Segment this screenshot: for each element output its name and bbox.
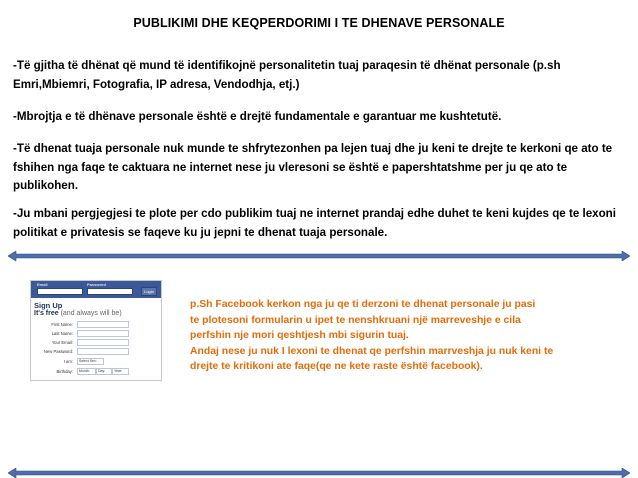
paragraph-fundamental-right: -Mbrojtja e të dhënave personale është e drejtë fundamentale e garantuar me kushtetutë. — [13, 110, 502, 123]
birthday-month-select: Month: — [77, 368, 96, 375]
sex-select: Select Sex: — [77, 358, 104, 365]
sex-label: I am: — [63, 359, 73, 364]
field-label: Your Email: — [51, 340, 73, 345]
email-label: Email — [37, 282, 48, 287]
caption-line: te plotesoni formularin u ipet te nenshkruani një marreveshje e cila — [190, 314, 521, 326]
field-input — [77, 330, 129, 337]
form-row-first-name — [33, 321, 159, 329]
paragraph-personal-data-definition: -Të gjitha të dhënat që mund të identifikojnë personalitetin tuaj paraqesin të dhënat personale (p.sh Emri,Mbiemri, Fotografia, IP adresa, Vendodhja, etj.) — [13, 59, 561, 91]
facebook-header-bar — [31, 281, 161, 298]
signup-tagline — [34, 310, 122, 317]
field-input — [77, 348, 129, 355]
tagline-paren: (and always will be) — [60, 310, 122, 317]
password-input — [87, 288, 133, 295]
caption-line: perfshin nje mori qeshtjesh mbi sigurin tuaj. — [190, 330, 409, 341]
login-button: Login — [141, 287, 157, 296]
form-row-birthday — [33, 368, 159, 376]
paragraph-consent-deletion: -Të dhenat tuaja personale nuk munde te shfrytezonhen pa lejen tuaj dhe ju keni te drejte te kerkoni qe ato te fshihen nga faqe te caktuara ne internet nese ju vleresoni se është e papershtatshme per ju qe ato te publikohen. — [13, 142, 613, 192]
birthday-year-select: Year: — [112, 368, 129, 375]
form-row-email — [33, 339, 159, 347]
form-row-last-name — [33, 330, 159, 338]
tagline-main: It's free — [34, 310, 61, 317]
field-label: Last Name: — [51, 331, 73, 336]
field-input — [77, 339, 129, 346]
paragraph-responsibility: -Ju mbani pergjegjesi te plote per cdo publikim tuaj ne internet prandaj edhe duhet te keni kujdes qe te lexoni politikat e privatesis se faqeve ku ju jepni te dhenat tuaja personale. — [13, 207, 616, 239]
form-row-password — [33, 348, 159, 356]
caption-line: Andaj nese ju nuk I lexoni te dhenat qe perfshin marrveshja ju nuk keni te — [190, 345, 554, 357]
field-label: First Name: — [51, 322, 73, 327]
double-arrow-divider-top — [8, 251, 630, 261]
birthday-label: Birthday: — [56, 369, 73, 374]
caption-line: drejte te kritikoni ate faqe(qe ne kete raste është facebook). — [190, 361, 483, 372]
facebook-example-caption — [190, 297, 610, 375]
field-label: New Password: — [43, 349, 73, 354]
field-input — [77, 321, 129, 328]
birthday-day-select: Day: — [96, 368, 112, 375]
form-row-sex — [33, 358, 159, 366]
facebook-signup-screenshot — [30, 280, 162, 381]
password-label: Password — [87, 282, 106, 287]
email-input — [37, 288, 83, 295]
page-title: PUBLIKIMI DHE KEQPERDORIMI I TE DHENAVE PERSONALE — [133, 16, 505, 30]
signup-title: Sign Up — [34, 301, 63, 310]
caption-line: p.Sh Facebook kerkon nga ju qe ti derzoni te dhenat personale ju pasi — [190, 299, 536, 310]
double-arrow-divider-bottom — [8, 468, 630, 478]
